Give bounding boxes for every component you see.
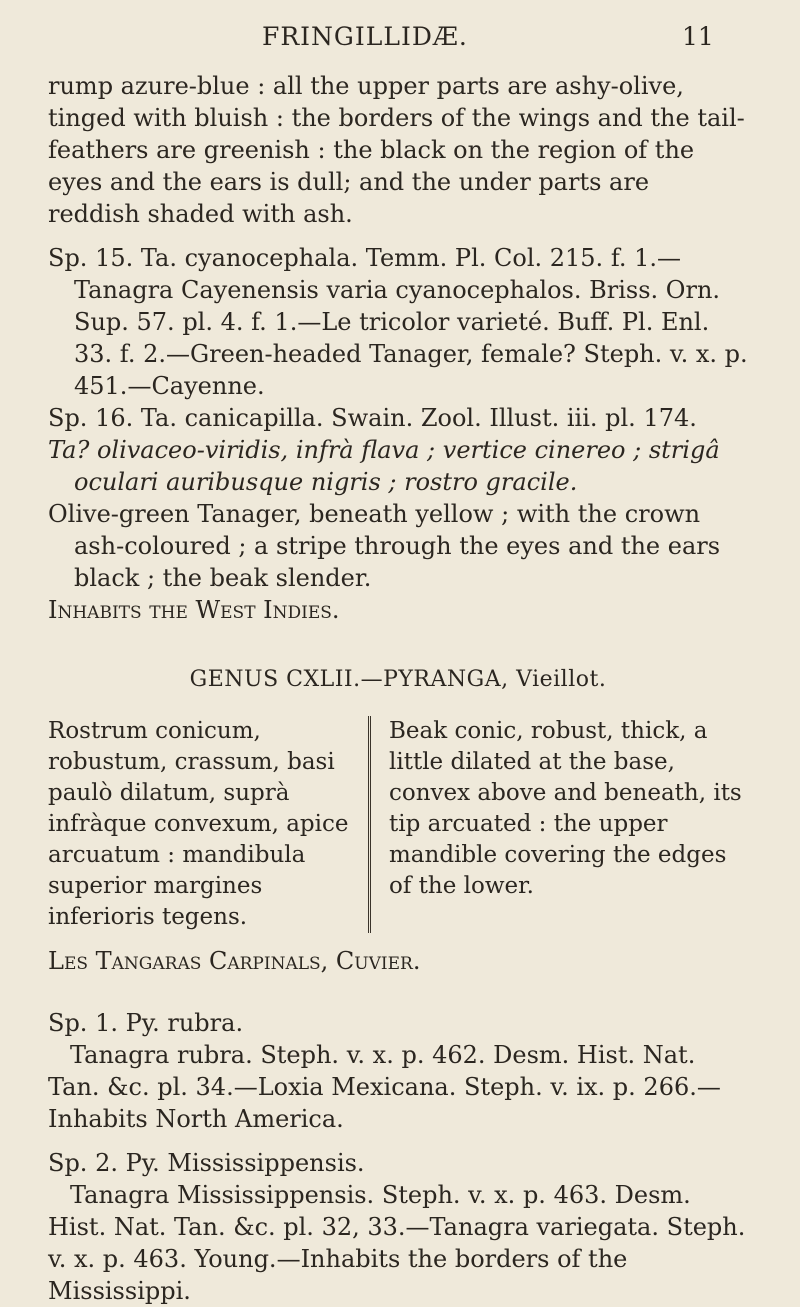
latin-characters-column: [48, 716, 371, 933]
species-16-heading: Sp. 16. Ta. canicapilla. Swain. Zool. Illust. iii. pl. 174.: [48, 404, 697, 432]
french-name: Les Tangaras Carpinals, Cuvier.: [48, 947, 421, 975]
english-characters-column: [371, 716, 748, 933]
english-characters: Beak conic, robust, thick, a little dilated at the base, convex above and beneath, its tip arcuated : the upper mandible covering the edges of the lower.: [389, 718, 742, 899]
description-paragraph: rump azure-blue : all the upper parts are ashy-olive, tinged with bluish : the borders of the wings and the tail-feathers are greenish : the black on the region of the eyes and the ears is dull; and the under parts are reddish shaded with ash.: [48, 72, 745, 228]
species-2-heading: Sp. 2. Py. Mississippensis.: [48, 1149, 365, 1177]
species-16-english-description: Olive-green Tanager, beneath yellow ; with the crown ash-coloured ; a stripe through the eyes and the ears black ; the beak slender.: [48, 500, 721, 592]
page-number: 11: [682, 22, 714, 51]
species-1-text: Tanagra rubra. Steph. v. x. p. 462. Desm. Hist. Nat. Tan. &c. pl. 34.—Loxia Mexicana. Steph. v. ix. p. 266.—Inhabits North America.: [48, 1041, 721, 1133]
page-body: [48, 70, 748, 1307]
genus-heading: GENUS CXLII.—PYRANGA, Vieillot.: [189, 667, 607, 692]
species-16-latin-description: Ta? olivaceo-viridis, infrà flava ; vertice cinereo ; strigâ oculari auribusque nigris ; rostro gracile.: [48, 436, 720, 496]
species-1-heading: Sp. 1. Py. rubra.: [48, 1009, 244, 1037]
page-header: [0, 12, 800, 52]
species-15-entry: Sp. 15. Ta. cyanocephala. Temm. Pl. Col. 215. f. 1.—Tanagra Cayenensis varia cyanocephalos. Briss. Orn. Sup. 57. pl. 4. f. 1.—Le tricolor varieté. Buff. Pl. Enl. 33. f. 2.—Green-headed Tanager, female? Steph. v. x. p. 451.—Cayenne.: [48, 244, 748, 400]
species-16-habitat: Inhabits the West Indies.: [48, 596, 340, 624]
running-head: FRINGILLIDÆ.: [262, 22, 468, 51]
species-2-text: Tanagra Mississippensis. Steph. v. x. p. 463. Desm. Hist. Nat. Tan. &c. pl. 32, 33.—Tanagra variegata. Steph. v. x. p. 463. Young.—Inhabits the borders of the Mississippi.: [48, 1181, 746, 1305]
generic-characters: [48, 716, 748, 933]
latin-characters: Rostrum conicum, robustum, crassum, basi paulò dilatum, suprà infràque convexum, apice arcuatum : mandibula superior margines inferioris tegens.: [48, 718, 349, 930]
